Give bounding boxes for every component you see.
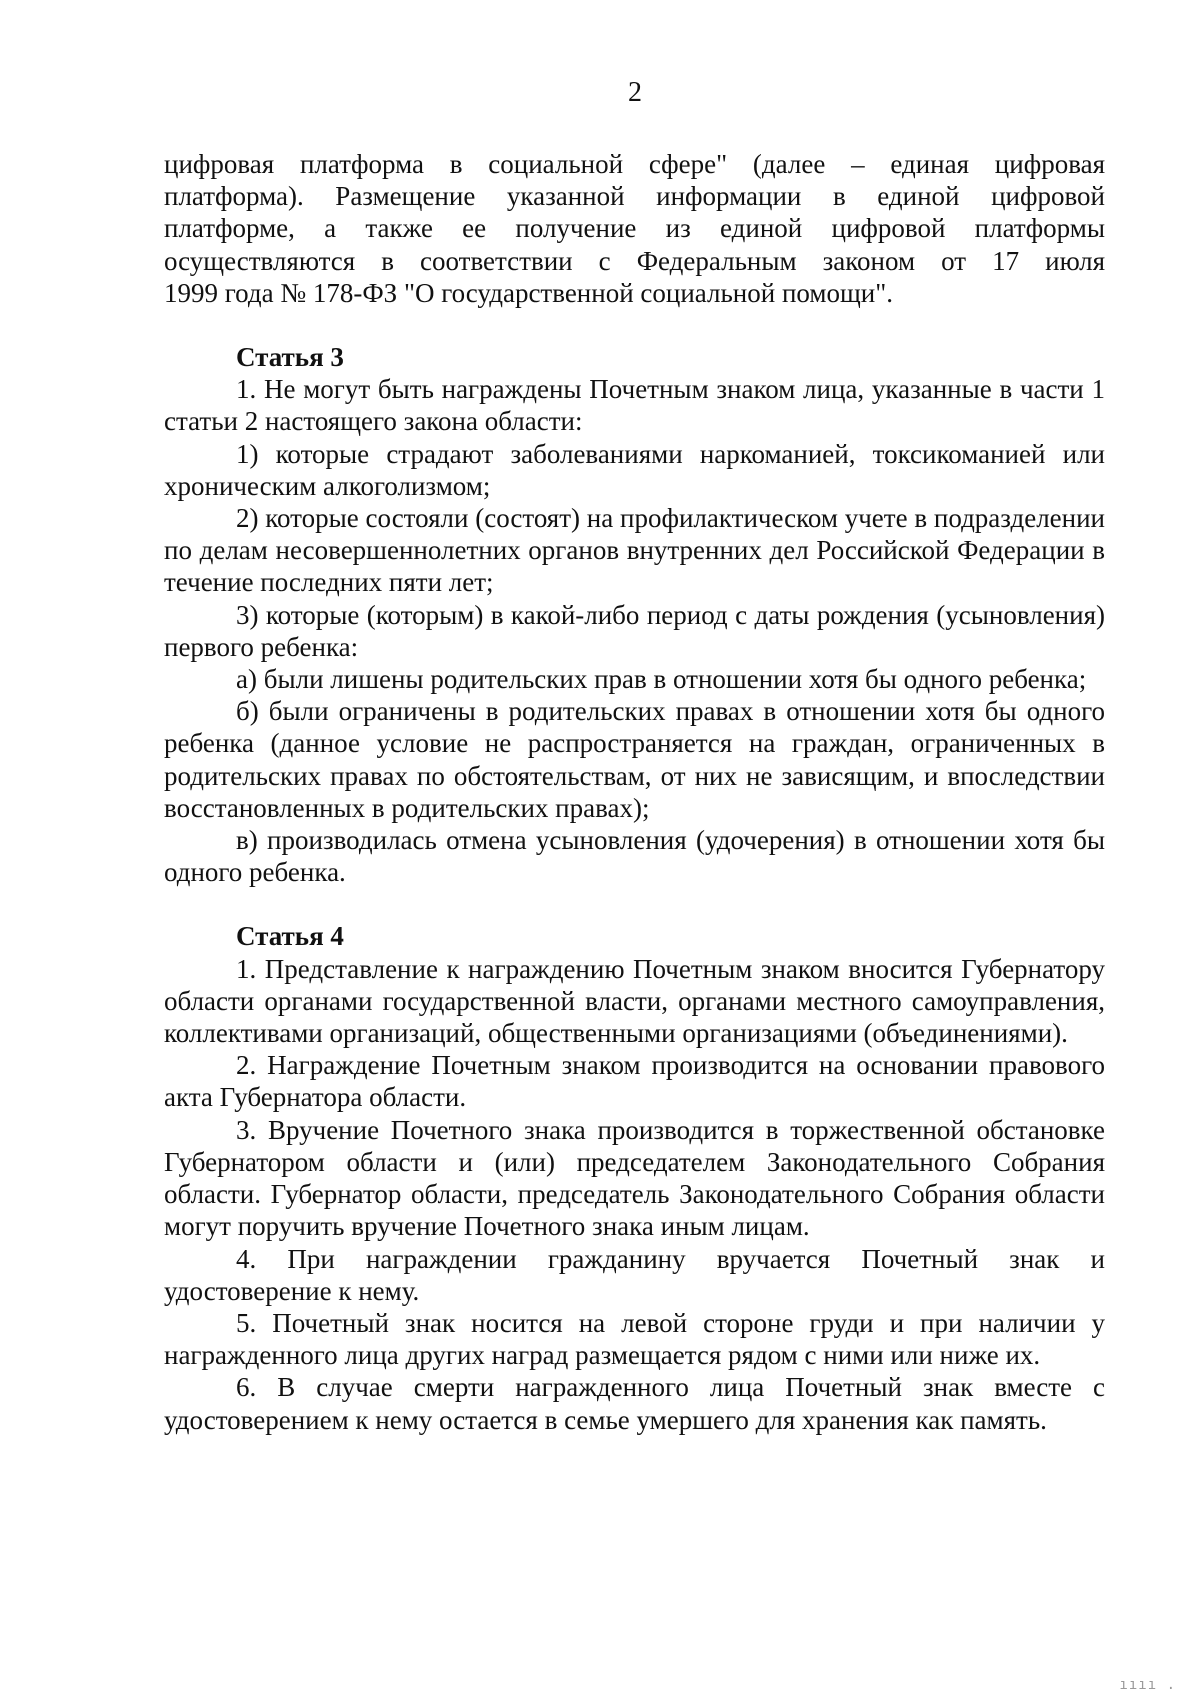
article-4-paragraph-4: 4. При награждении гражданину вручается Почетный знак и удостоверение к нему. xyxy=(164,1243,1105,1306)
article-3-subitem-v: в) производилась отмена усыновления (удочерения) в отношении хотя бы одного ребенка. xyxy=(164,825,1105,888)
intro-line-5: 1999 года № 178-ФЗ "О государственной социальной помощи". xyxy=(164,277,893,308)
article-4-paragraph-2: 2. Награждение Почетным знаком производится на основании правового акта Губернатора области. xyxy=(164,1050,1105,1113)
section-spacer xyxy=(164,309,1105,341)
page-number: 2 xyxy=(628,77,642,108)
document-body xyxy=(164,148,1105,1436)
article-3-item-3: 3) которые (которым) в какой-либо период с даты рождения (усыновления) первого ребенка: xyxy=(164,599,1105,662)
intro-line-3: платформе, а также ее получение из единой цифровой платформы xyxy=(164,213,1105,244)
article-4-paragraph-6: 6. В случае смерти награжденного лица Почетный знак вместе с удостоверением к нему остается в семье умершего для хранения как память. xyxy=(164,1372,1105,1435)
article-4-paragraph-5: 5. Почетный знак носится на левой стороне груди и при наличии у награжденного лица других наград размещается рядом с ними или ниже их. xyxy=(164,1307,1105,1371)
intro-line-2: платформа). Размещение указанной информации в единой цифровой xyxy=(164,181,1105,212)
scan-artifact-marks: ıııı . xyxy=(1119,1677,1176,1693)
article-3-item-1: 1) которые страдают заболеваниями наркоманией, токсикоманией или хроническим алкоголизмом; xyxy=(164,438,1105,501)
article-4-paragraph-3: 3. Вручение Почетного знака производится в торжественной обстановке Губернатором области и (или) председателем Законодательного Собрания области. Губернатор области, председатель Законодательного Собрания области могут поручить вручение Почетного знака иным лицам. xyxy=(164,1114,1105,1242)
article-3-heading: Статья 3 xyxy=(236,342,344,373)
intro-line-4: осуществляются в соответствии с Федеральным законом от 17 июля xyxy=(164,245,1105,276)
article-3-paragraph-1: 1. Не могут быть награждены Почетным знаком лица, указанные в части 1 статьи 2 настоящего закона области: xyxy=(164,374,1105,437)
article-4-heading: Статья 4 xyxy=(236,921,344,952)
article-3-item-2: 2) которые состояли (состоят) на профилактическом учете в подразделении по делам несовершеннолетних органов внутренних дел Российской Федерации в течение последних пяти лет; xyxy=(164,503,1105,598)
article-3-subitem-a: а) были лишены родительских прав в отношении хотя бы одного ребенка; xyxy=(236,664,1087,695)
article-3-subitem-b: б) были ограничены в родительских правах в отношении хотя бы одного ребенка (данное условие не распространяется на граждан, ограниченных в родительских правах по обстоятельствам, от них не зависящим, и впоследствии восстановленных в родительских правах); xyxy=(164,696,1105,823)
section-spacer xyxy=(164,888,1105,920)
intro-paragraph xyxy=(164,148,1105,309)
article-4 xyxy=(164,920,1105,1435)
article-4-paragraph-1: 1. Представление к награждению Почетным знаком вносится Губернатору области органами государственной власти, органами местного самоуправления, коллективами организаций, общественными организациями (объединениями). xyxy=(164,953,1105,1049)
article-3 xyxy=(164,341,1105,888)
intro-line-1: цифровая платформа в социальной сфере" (далее – единая цифровая xyxy=(164,149,1105,179)
